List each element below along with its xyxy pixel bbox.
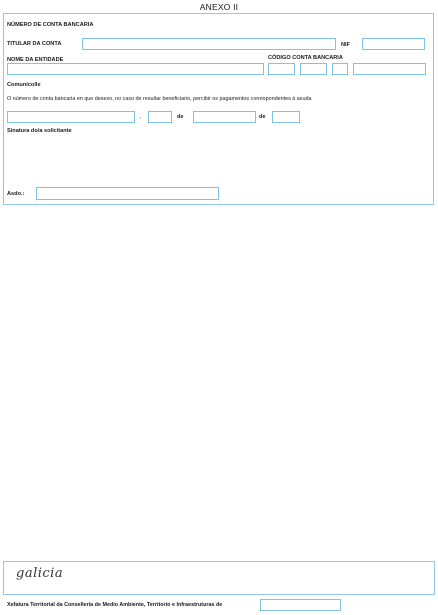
- date-de-2: de: [259, 114, 266, 120]
- galicia-logo: galicia: [16, 566, 64, 581]
- year-field[interactable]: [272, 111, 300, 123]
- statement-text: O número de conta bancaria en que desexo, no caso de resultar beneficiario, percibir os pagamentos correspondentes á axuda: [7, 96, 312, 102]
- codigo-field-3[interactable]: [332, 63, 348, 75]
- page-title: ANEXO II: [199, 2, 239, 12]
- codigo-field-4[interactable]: [353, 63, 426, 75]
- date-comma: ,: [140, 114, 142, 120]
- footer-logo-box: [3, 561, 435, 595]
- footer-office-label: Xefatura Territorial da Consellería de Medio Ambiente, Territorio e Infraestruturas de: [7, 602, 223, 608]
- titular-label: TITULAR DA CONTA: [7, 41, 62, 47]
- section-title: NÚMERO DE CONTA BANCARIA: [7, 22, 94, 28]
- nif-field[interactable]: [362, 38, 425, 50]
- date-de-1: de: [177, 114, 184, 120]
- titular-field[interactable]: [82, 38, 336, 50]
- asdo-field[interactable]: [36, 187, 219, 200]
- comunico-label: Comunícolle: [7, 82, 41, 88]
- entidade-field[interactable]: [7, 63, 264, 75]
- month-field[interactable]: [193, 111, 256, 123]
- day-field[interactable]: [148, 111, 172, 123]
- asdo-label: Asdo.:: [7, 191, 25, 197]
- codigo-field-2[interactable]: [300, 63, 327, 75]
- entidade-label: NOME DA ENTIDADE: [7, 57, 64, 63]
- place-field[interactable]: [7, 111, 135, 123]
- office-field[interactable]: [260, 599, 341, 611]
- codigo-field-1[interactable]: [268, 63, 295, 75]
- nif-label: NIF: [341, 42, 351, 48]
- codigo-label: CÓDIGO CONTA BANCARIA: [268, 55, 343, 61]
- signature-label: Sinatura do/a solicitante: [7, 128, 72, 134]
